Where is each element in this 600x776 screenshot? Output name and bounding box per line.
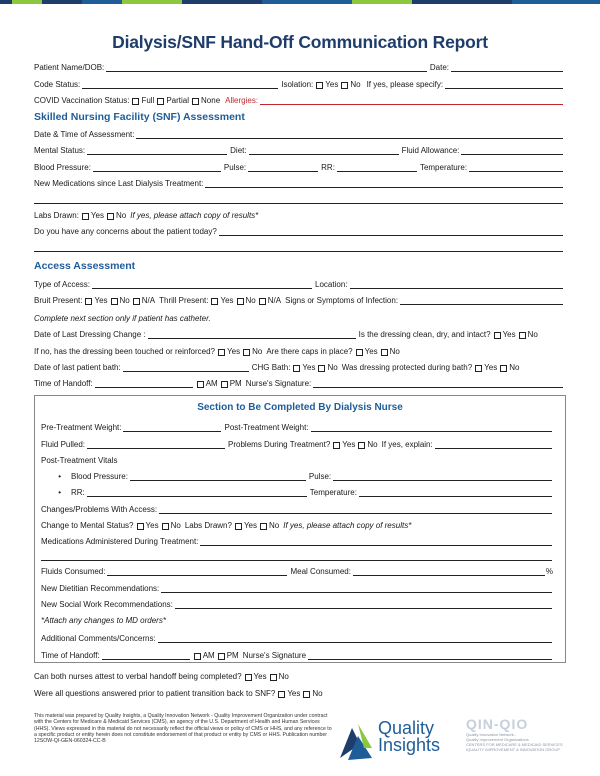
dressing-ok-label: Is the dressing clean, dry, and intact? [358, 330, 491, 340]
am-checkbox[interactable] [197, 381, 204, 388]
isolation-yes-checkbox[interactable] [316, 82, 323, 89]
post-pulse-label: Pulse: [308, 472, 332, 482]
yes-label: Yes [94, 295, 108, 305]
pulse-field[interactable] [248, 171, 318, 172]
if-yes-specify-label: If yes, please specify: [366, 79, 444, 89]
no-label: No [115, 211, 127, 221]
pre-weight-label: Pre-Treatment Weight: [41, 423, 122, 433]
location-label: Location: [315, 279, 348, 289]
qio-title: QIN-QIO [466, 716, 529, 732]
no-label: No [170, 521, 181, 531]
meal-label: Meal Consumed: [290, 567, 351, 577]
nurse-sig-field[interactable] [313, 387, 563, 388]
fluid-allowance-label: Fluid Allowance: [401, 146, 460, 156]
dialysis-pm-checkbox[interactable] [218, 653, 225, 660]
percent-label: % [545, 567, 553, 577]
if-no-row [34, 341, 566, 357]
meds-row [41, 532, 555, 548]
yes-label: Yes [342, 439, 356, 449]
rr-label: RR: [321, 162, 335, 172]
dialysis-labs-no-checkbox[interactable] [260, 523, 267, 530]
signs-field[interactable] [400, 304, 563, 305]
fluid-pulled-label: Fluid Pulled: [41, 439, 86, 449]
temp-field[interactable] [469, 171, 563, 172]
dialysis-labs-yes-checkbox[interactable] [235, 523, 242, 530]
access-heading: Access Assessment [34, 260, 136, 273]
post-temp-field[interactable] [359, 496, 552, 497]
qin-qio-mark [466, 716, 563, 752]
concerns-row [34, 222, 566, 238]
fluids-row [41, 561, 555, 578]
protected-label: Was dressing protected during bath? [341, 362, 473, 372]
am-label: AM [205, 379, 218, 389]
code-status-row [34, 74, 566, 90]
dialysis-nurse-sig-field[interactable] [308, 659, 552, 660]
vitals-heading: Post-Treatment Vitals [41, 455, 118, 465]
quality-insights-logo [338, 716, 568, 766]
access-changes-row [41, 499, 555, 515]
answered-yes-checkbox[interactable] [278, 691, 285, 698]
thrill-na-checkbox[interactable] [259, 298, 266, 305]
access-changes-field[interactable] [159, 513, 552, 514]
bp-pulse-row [41, 467, 555, 483]
answered-row [34, 683, 566, 699]
yes-label: Yes [227, 346, 241, 356]
new-meds-label: New Medications since Last Dialysis Treatment: [34, 179, 204, 189]
dietitian-field[interactable] [161, 592, 552, 593]
na-label: N/A [141, 295, 156, 305]
post-bp-label: Blood Pressure: [71, 472, 128, 482]
yes-label: Yes [90, 211, 104, 221]
social-field[interactable] [175, 608, 552, 609]
no-label: No [312, 688, 323, 698]
yes-label: Yes [364, 346, 378, 356]
date-time-label: Date & Time of Assessment: [34, 130, 135, 140]
full-label: Full [141, 95, 155, 105]
no-label: No [278, 672, 289, 682]
yes-label: Yes [325, 79, 339, 89]
mental-row [34, 141, 566, 157]
temp-label: Temperature: [419, 162, 468, 172]
dialysis-handoff-label: Time of Handoff: [41, 650, 100, 660]
fluids-label: Fluids Consumed: [41, 567, 106, 577]
date-field[interactable] [451, 71, 563, 72]
dialysis-nurse-sig-label: Nurse's Signature [242, 650, 307, 660]
allergies-label: Allergies: [225, 95, 259, 105]
mental-change-label: Change to Mental Status? [41, 521, 134, 531]
catheter-note: Complete next section only if patient has catheter. [34, 313, 211, 323]
concerns-label: Do you have any concerns about the patient today? [34, 227, 217, 237]
dressing-ok-yes-checkbox[interactable] [494, 332, 501, 339]
no-label: No [327, 362, 338, 372]
no-label: No [245, 295, 256, 305]
isolation-no-checkbox[interactable] [341, 82, 348, 89]
attest-no-checkbox[interactable] [270, 674, 277, 681]
date-label: Date: [429, 63, 449, 73]
new-meds-field[interactable] [205, 187, 563, 188]
caps-yes-checkbox[interactable] [356, 349, 363, 356]
diet-label: Diet: [230, 146, 247, 156]
caps-label: Are there caps in place? [266, 346, 353, 356]
logo-word-1: Quality [378, 718, 435, 738]
labs-note: If yes, please attach copy of results* [130, 211, 259, 221]
thrill-label: Thrill Present: [159, 295, 209, 305]
nurse-sig-label: Nurse's Signature: [245, 379, 312, 389]
chg-yes-checkbox[interactable] [293, 365, 300, 372]
mental-label: Mental Status: [34, 146, 86, 156]
no-label: No [252, 346, 263, 356]
no-label: No [527, 330, 538, 340]
bp-label: Blood Pressure: [34, 162, 91, 172]
qio-sub-3: CENTERS FOR MEDICARE & MEDICAID SERVICES [466, 742, 563, 747]
pre-weight-field[interactable] [123, 431, 221, 432]
code-status-field[interactable] [82, 88, 278, 89]
answered-no-checkbox[interactable] [303, 691, 310, 698]
post-bp-field[interactable] [130, 480, 306, 481]
protected-no-checkbox[interactable] [500, 365, 507, 372]
chg-label: CHG Bath: [251, 362, 291, 372]
post-rr-field[interactable] [87, 496, 307, 497]
dialysis-am-checkbox[interactable] [194, 653, 201, 660]
explain-field[interactable] [435, 448, 552, 449]
dialysis-handoff-row [41, 645, 555, 661]
last-bath-field[interactable] [123, 371, 249, 372]
new-meds-row [34, 174, 566, 190]
reinforced-yes-checkbox[interactable] [218, 349, 225, 356]
handoff-row [34, 374, 566, 390]
labs-yes-checkbox[interactable] [82, 213, 89, 220]
last-dressing-field[interactable] [148, 338, 356, 339]
meds-field[interactable] [200, 545, 552, 546]
footer-disclaimer: This material was prepared by Quality Insights, a Quality Innovation Network - Quality Improvement Organization under contract with the Centers for Medicare & Medicaid Services (CMS), an agency of the U.S. Department of Health and Human Services (HHS). Views expressed in this material do not necessarily reflect the official views or policy of CMS or HHS, and any reference to a specific product or entity herein does not constitute endorsement of that product or entity by CMS or HHS. Publication number 12SOW-QI-GEN-060324-CC-B [34, 713, 332, 745]
diet-field[interactable] [249, 154, 399, 155]
closing-questions [34, 667, 566, 700]
snf-heading: Skilled Nursing Facility (SNF) Assessment [34, 110, 245, 123]
pm-label: PM [226, 650, 239, 660]
bullet-icon: • [58, 472, 61, 482]
no-label: No [350, 79, 361, 89]
none-label: None [201, 95, 221, 105]
fluid-row [41, 434, 555, 450]
no-label: No [367, 439, 378, 449]
handoff-time-label: Time of Handoff: [34, 379, 93, 389]
attest-row [34, 667, 566, 683]
qio-sub-4: IQUALITY IMPROVEMENT & INNOVATION GROUP [466, 747, 560, 752]
post-temp-label: Temperature: [309, 488, 357, 498]
yes-label: Yes [287, 688, 301, 698]
problems-yes-checkbox[interactable] [333, 442, 340, 449]
top-form [34, 58, 566, 390]
yes-label: Yes [220, 295, 234, 305]
fluid-allowance-field[interactable] [461, 154, 563, 155]
mental-change-row [41, 516, 555, 532]
top-color-bar [0, 0, 600, 22]
if-yes-explain-label: If yes, explain: [381, 439, 433, 449]
labs-row [34, 204, 566, 222]
rr-field[interactable] [337, 171, 417, 172]
weight-row [41, 418, 555, 434]
dialysis-heading: Section to Be Completed By Dialysis Nurse [197, 402, 403, 413]
access-type-row [34, 274, 566, 290]
am-label: AM [202, 650, 215, 660]
bp-field[interactable] [93, 171, 221, 172]
problems-label: Problems During Treatment? [228, 439, 331, 449]
covid-partial-checkbox[interactable] [157, 98, 164, 105]
patient-field[interactable] [106, 71, 427, 72]
if-no-label: If no, has the dressing been touched or reinforced? [34, 346, 216, 356]
yes-label: Yes [502, 330, 516, 340]
protected-yes-checkbox[interactable] [475, 365, 482, 372]
bruit-row [34, 291, 566, 307]
access-type-field[interactable] [92, 288, 312, 289]
allergies-field[interactable] [260, 104, 563, 105]
caps-no-checkbox[interactable] [381, 349, 388, 356]
mental-change-no-checkbox[interactable] [162, 523, 169, 530]
yes-label: Yes [145, 521, 159, 531]
chg-no-checkbox[interactable] [318, 365, 325, 372]
bath-row [34, 358, 566, 374]
new-meds-line-2[interactable] [34, 190, 563, 204]
fluids-field[interactable] [107, 575, 287, 576]
covid-label: COVID Vaccination Status: [34, 95, 130, 105]
comments-label: Additional Comments/Concerns: [41, 634, 156, 644]
pulse-label: Pulse: [223, 162, 247, 172]
post-rr-label: RR: [71, 488, 85, 498]
mental-field[interactable] [87, 154, 227, 155]
location-field[interactable] [350, 288, 564, 289]
yes-label: Yes [243, 521, 258, 531]
social-row [41, 595, 555, 611]
social-label: New Social Work Recommendations: [41, 599, 173, 609]
post-pulse-field[interactable] [333, 480, 552, 481]
bruit-label: Bruit Present: [34, 295, 83, 305]
no-label: No [119, 295, 130, 305]
post-weight-field[interactable] [311, 431, 552, 432]
date-time-row [34, 125, 566, 141]
logo-word-2: Insights [378, 735, 441, 755]
dialysis-labs-label: Labs Drawn? [184, 521, 232, 531]
yes-label: Yes [302, 362, 316, 372]
bruit-yes-checkbox[interactable] [85, 298, 92, 305]
dialysis-labs-note: If yes, please attach copy of results* [283, 521, 412, 531]
thrill-yes-checkbox[interactable] [211, 298, 218, 305]
dialysis-nurse-section [34, 395, 566, 663]
page-title: Dialysis/SNF Hand-Off Communication Report [112, 32, 488, 52]
qio-sub-2: Quality Improvement Organizations [466, 737, 529, 742]
reinforced-no-checkbox[interactable] [243, 349, 250, 356]
labs-label: Labs Drawn: [34, 211, 79, 221]
last-bath-label: Date of last patient bath: [34, 362, 121, 372]
dietitian-label: New Dietitian Recommendations: [41, 583, 160, 593]
logo-wordmark [378, 720, 440, 754]
access-changes-label: Changes/Problems With Access: [41, 504, 158, 514]
concerns-field[interactable] [219, 235, 563, 236]
meds-label: Medications Administered During Treatment: [41, 537, 199, 547]
covid-row [34, 91, 566, 107]
covid-full-checkbox[interactable] [132, 98, 139, 105]
problems-no-checkbox[interactable] [358, 442, 365, 449]
no-label: No [269, 521, 280, 531]
signs-label: Signs or Symptoms of Infection: [285, 295, 399, 305]
bruit-no-checkbox[interactable] [111, 298, 118, 305]
meds-line-2[interactable] [41, 548, 552, 561]
post-weight-label: Post-Treatment Weight: [224, 423, 309, 433]
vitals-row [34, 157, 566, 173]
fluid-pulled-field[interactable] [87, 448, 225, 449]
answered-label: Were all questions answered prior to patient transition back to SNF? [34, 688, 276, 698]
yes-label: Yes [253, 672, 267, 682]
attest-yes-checkbox[interactable] [245, 674, 252, 681]
last-dressing-label: Date of Last Dressing Change : [34, 330, 146, 340]
thrill-no-checkbox[interactable] [237, 298, 244, 305]
access-type-label: Type of Access: [34, 279, 91, 289]
date-time-field[interactable] [136, 138, 563, 139]
patient-row [34, 58, 566, 74]
code-status-label: Code Status: [34, 79, 81, 89]
pm-label: PM [229, 379, 242, 389]
isolation-label: Isolation: [281, 79, 314, 89]
attest-label: Can both nurses attest to verbal handoff being completed? [34, 672, 242, 682]
no-label: No [389, 346, 400, 356]
comments-row [41, 627, 555, 645]
qio-sub-1: Quality Innovation Network - [466, 732, 517, 737]
mental-change-yes-checkbox[interactable] [137, 523, 144, 530]
dressing-ok-no-checkbox[interactable] [519, 332, 526, 339]
dialysis-handoff-field[interactable] [102, 659, 190, 660]
na-label: N/A [267, 295, 282, 305]
meal-field[interactable] [353, 575, 545, 576]
no-label: No [509, 362, 520, 372]
handoff-time-field[interactable] [95, 387, 193, 388]
partial-label: Partial [166, 95, 190, 105]
dialysis-form [41, 418, 555, 662]
concerns-line-2[interactable] [34, 238, 563, 252]
bullet-icon: • [58, 488, 61, 498]
md-note: *Attach any changes to MD orders* [41, 616, 166, 626]
logo-mark-icon [338, 718, 374, 762]
comments-field[interactable] [158, 642, 552, 643]
rr-temp-row [41, 483, 555, 499]
yes-label: Yes [484, 362, 498, 372]
bruit-na-checkbox[interactable] [133, 298, 140, 305]
patient-label: Patient Name/DOB: [34, 63, 105, 73]
covid-none-checkbox[interactable] [192, 98, 199, 105]
pm-checkbox[interactable] [221, 381, 228, 388]
dietitian-row [41, 578, 555, 594]
isolation-specify-field[interactable] [445, 88, 563, 89]
dressing-row [34, 325, 566, 341]
labs-no-checkbox[interactable] [107, 213, 114, 220]
